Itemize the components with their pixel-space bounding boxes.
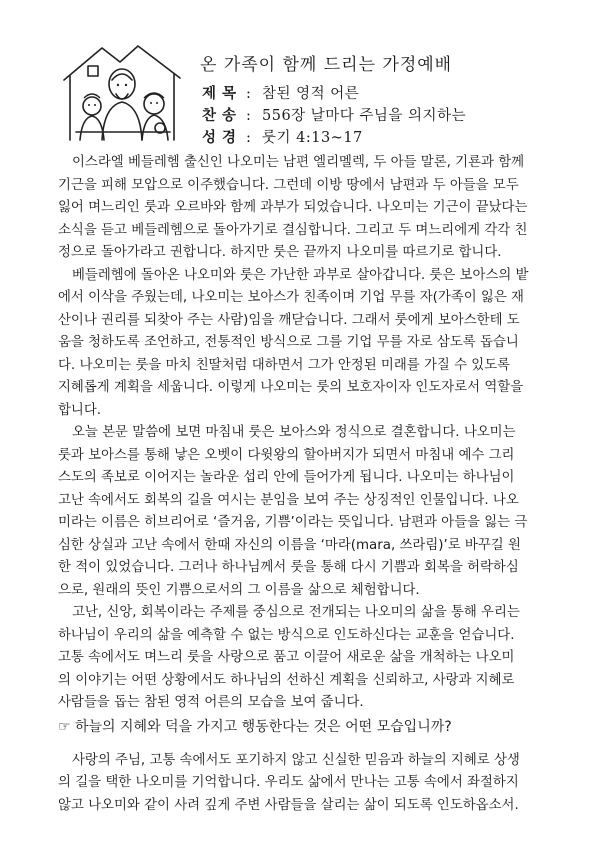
body-line: 고난, 신앙, 회복이라는 주제를 중심으로 전개되는 나오미의 삶을 통해 우리는 xyxy=(72,605,520,620)
body-line: 기근을 피해 모압으로 이주했습니다. 그런데 이방 땅에서 남편과 두 아들을 모두 xyxy=(58,177,519,193)
body-line: 잃어 며느리인 룻과 오르바와 함께 과부가 되었습니다. 나오미는 기근이 끝났다는 xyxy=(58,200,528,215)
hymn-value: 556장 날마다 주님을 의지하는 xyxy=(262,108,467,124)
prayer-line: 의 길을 택한 나오미를 기억합니다. 우리도 삶에서 만나는 고통 속에서 좌절하지 xyxy=(58,775,519,790)
body-line: 심한 상실과 고난 속에서 한때 자신의 이름을 ‘마라(mara, 쓰라림)’로 바꾸길 원 xyxy=(58,537,521,553)
subject-value: 참된 영적 어른 xyxy=(262,86,360,102)
body-line: 미라는 이름은 히브리어로 ‘즐거움, 기쁨’이라는 뜻입니다. 남편과 아들을 잃는 극 xyxy=(58,515,528,530)
scripture-label: 성 경 xyxy=(202,129,237,146)
body-line: 산이나 권리를 되찾아 주는 사람)임을 깨닫습니다. 그래서 룻에게 보아스한테 도 xyxy=(58,312,520,328)
page-title: 온 가족이 함께 드리는 가정예배 xyxy=(200,55,453,75)
body-line: 스도의 족보로 이어지는 놀라운 섭리 안에 들어가게 됩니다. 나오미는 하나님이 xyxy=(58,470,515,485)
body-line: 사람들을 돕는 참된 영적 어른의 모습을 보여 줍니다. xyxy=(58,695,364,710)
body-line: 다. 나오미는 룻을 마치 친딸처럼 대하면서 그가 안정된 미래를 가질 수 있도록 xyxy=(58,357,511,373)
body-line: 하나님이 우리의 삶을 예측할 수 없는 방식으로 인도하신다는 교훈을 얻습니다. xyxy=(58,627,515,643)
hymn-label: 찬 송 xyxy=(202,107,237,124)
subject-row: 제 목 : 참된 영적 어른 xyxy=(202,82,359,103)
body-line: 합니다. xyxy=(58,402,102,418)
body-line: 고통 속에서도 며느리 룻을 사랑으로 품고 이끌어 새로운 삶을 개척하는 나오미 xyxy=(58,650,515,665)
body-line: 룻과 보아스를 통해 낳은 오벳이 다윗왕의 할아버지가 되면서 마침내 예수 그리 xyxy=(58,447,515,463)
family-worship-illustration xyxy=(58,40,186,148)
hymn-row: 찬 송 : 556장 날마다 주님을 의지하는 xyxy=(202,104,466,125)
body-line: 으로, 원래의 뜻인 기쁨으로서의 그 이름을 삶으로 체험합니다. xyxy=(58,582,420,598)
body-line: 에서 이삭을 주웠는데, 나오미는 보아스가 친족이며 기업 무를 자(가족이 잃은 재 xyxy=(58,290,524,305)
prayer-line: 않고 나오미와 같이 사려 깊게 주변 사람들을 살리는 삶이 되도록 인도하옵소서. xyxy=(58,797,519,813)
body-line: 의 이야기는 어떤 상황에서도 하나님의 선하신 계획을 신뢰하고, 사랑과 지혜로 xyxy=(58,672,515,688)
body-line: 지혜롭게 계획을 세웁니다. 이렇게 나오미는 룻의 보호자이자 인도자로서 역할을 xyxy=(58,380,524,395)
header xyxy=(0,0,600,150)
body-line: 이스라엘 베들레헴 출신인 나오미는 남편 엘리멜렉, 두 아들 말론, 기룐과 함께 xyxy=(72,155,525,170)
reflection-question: ☞ 하늘의 지혜와 덕을 가지고 행동한다는 것은 어떤 모습입니까? xyxy=(58,718,452,735)
body-line: 소식을 듣고 베들레헴으로 돌아가기로 결심합니다. 그리고 두 며느리에게 각각 친 xyxy=(58,222,528,238)
body-line: 베들레헴에 돌아온 나오미와 룻은 가난한 과부로 살아갑니다. 룻은 보아스의 밭 xyxy=(72,267,529,283)
body-line: 오늘 본문 말씀에 보면 마침내 룻은 보아스와 정식으로 결혼합니다. 나오미는 xyxy=(72,425,516,440)
body-line: 고난 속에서도 회복의 길을 여시는 분임을 보여 주는 상징적인 인물입니다. 나오 xyxy=(58,492,519,508)
sermon-body xyxy=(58,152,546,817)
scripture-row: 성 경 : 룻기 4:13~17 xyxy=(202,126,363,147)
prayer-line: 사랑의 주님, 고통 속에서도 포기하지 않고 신실한 믿음과 하늘의 지혜로 상생 xyxy=(72,752,520,768)
body-line: 움을 청하도록 조언하고, 전통적인 방식으로 그를 기업 무를 자로 삼도록 돕습니 xyxy=(58,335,519,350)
subject-label: 제 목 xyxy=(202,85,237,102)
scripture-value: 룻기 4:13~17 xyxy=(262,130,363,146)
body-line: 정으로 돌아가라고 권합니다. 하지만 룻은 끝까지 나오미를 따르기로 합니다. xyxy=(58,245,502,260)
body-line: 한 적이 있었습니다. 그러나 하나님께서 룻을 통해 다시 기쁨과 회복을 허락하심 xyxy=(58,560,519,575)
